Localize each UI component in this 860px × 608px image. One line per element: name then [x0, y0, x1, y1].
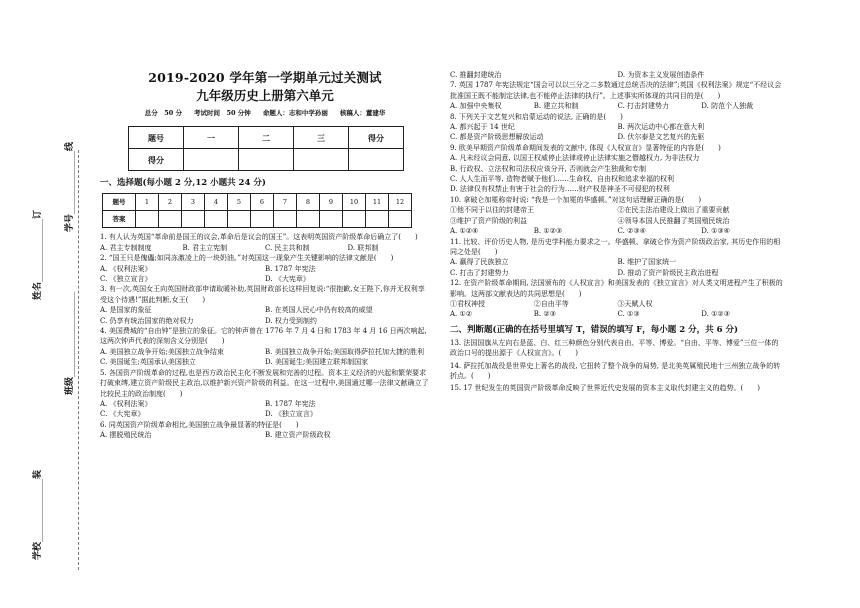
question-item: [100, 420, 430, 441]
question-item: [100, 326, 430, 368]
score-blank-cell[interactable]: [294, 149, 349, 171]
score-blank-cell[interactable]: [184, 149, 239, 171]
judge-questions: [450, 338, 785, 394]
score-header-cell: 一: [184, 127, 239, 149]
question-item: [450, 226, 785, 236]
answer-option[interactable]: ④领导本国人民推翻了英国殖民统治: [617, 216, 730, 225]
answer-option[interactable]: B. 维护了国家统一: [617, 258, 677, 267]
answer-option[interactable]: C. 《独立宣言》: [100, 275, 152, 284]
answer-option[interactable]: C. 《大宪章》: [100, 410, 145, 419]
school-label: 学校______________装: [33, 469, 43, 560]
question-stem: 5. 各国资产阶级革命的过程,也是西方政治民主化不断发展和完善的过程。资本主义经济的兴起和繁荣要求打破束缚,建立资产阶级民主政治,以维护新兴资产阶级的利益。在这一过程中,美国通过哪一法律文献确立了比较民主的政治制度( ): [100, 368, 429, 398]
answer-table: [102, 193, 412, 228]
answer-option[interactable]: ③天赋人权: [617, 299, 653, 308]
answer-blank-cell[interactable]: [366, 211, 389, 228]
meta-reviewer: 核稿人：董建华: [339, 109, 386, 117]
answer-option[interactable]: ①君权神授: [450, 299, 485, 308]
question-stem: 11. 比较、评价历史人物, 是历史学科能力要求之一。华盛顿、拿破仑作为资产阶级政治家, 其历史作用的相同之处是( ): [450, 237, 781, 256]
answer-option[interactable]: A. 赢得了民族独立: [450, 258, 509, 267]
answer-blank-cell[interactable]: [228, 211, 251, 228]
answer-option[interactable]: C. 美国诞生;英国承认美国独立: [100, 358, 196, 367]
answer-blank-cell[interactable]: [205, 211, 228, 228]
answer-header-cell: 9: [320, 194, 343, 211]
exam-title: 2019-2020 学年第一学期单元过关测试: [148, 70, 382, 85]
question-item: [450, 80, 785, 111]
answer-option[interactable]: A. 凡未经议会同意, 以国王权威停止法律或停止法律实施之僭越权力, 为非法权力: [450, 154, 700, 163]
answer-blank-cell[interactable]: [320, 211, 343, 228]
answer-option[interactable]: A. ①②: [450, 310, 473, 319]
answer-option[interactable]: B. 1787 年宪法: [265, 399, 316, 408]
answer-option[interactable]: D. 《独立宣言》: [265, 410, 317, 419]
question-item: [450, 143, 785, 195]
answer-option[interactable]: D. ①③④: [701, 227, 730, 236]
answer-option[interactable]: ①他不同于以往的封建帝王: [450, 206, 534, 215]
answer-blank-cell[interactable]: [251, 211, 274, 228]
meta-total: 总分 50 分: [144, 109, 182, 117]
score-header-cell: 三: [294, 127, 349, 149]
question-stem: 10. 拿破仑加冕称帝时说: “我是一个加冕的华盛顿。”对这句话理解正确的是( ): [450, 195, 702, 204]
right-questions: [450, 70, 785, 320]
question-item: [450, 195, 785, 226]
answer-blank-cell[interactable]: [136, 211, 159, 228]
answer-option[interactable]: D. 推动了资产阶级民主政治进程: [617, 268, 719, 277]
answer-option[interactable]: A. 摆脱殖民统治: [100, 431, 152, 440]
answer-option[interactable]: D. 法律仅有权禁止有害于社会的行为……财产权是神圣不可侵犯的权利: [450, 185, 670, 194]
score-header-cell: 题号: [129, 127, 184, 149]
meta-author: 命题人：志和中学孙丽: [262, 109, 328, 117]
answer-option[interactable]: B. 美国独立战争开始;美国取得萨拉托加大捷的胜利: [265, 347, 424, 356]
answer-header-cell: 7: [274, 194, 297, 211]
answer-option[interactable]: C. 民主共和制: [265, 243, 310, 252]
answer-header-cell: 3: [182, 194, 205, 211]
answer-option[interactable]: ②自由平等: [533, 299, 569, 308]
answer-option[interactable]: D. 为资本主义发展创造条件: [617, 71, 705, 79]
answer-option[interactable]: C. 仍享有统治国家的绝对权力: [100, 316, 194, 325]
section1-title: 一、选择题(每小题 2 分,12 小题共 24 分): [100, 178, 266, 189]
section2-title: 二、判断题(正确的在括号里填写 T，错误的填写 F，每小题 2 分，共 6 分): [450, 324, 738, 335]
answer-option[interactable]: ②在民主法治建设上做出了重要贡献: [617, 206, 730, 215]
answer-blank-cell[interactable]: [182, 211, 205, 228]
answer-option[interactable]: C. ①③: [617, 310, 640, 319]
answer-option[interactable]: D. 联邦制: [347, 243, 379, 252]
judge-item: 13. 法国国旗从左向右是蓝、白、红三种颜色分别代表自由、平等、博爱。“自由、平等、博爱”三位一体的政治口号的提出源于《人权宣言》。( ): [450, 338, 779, 358]
answer-option[interactable]: ③维护了资产阶级的利益: [450, 216, 527, 225]
question-item: [100, 368, 430, 420]
answer-option[interactable]: D. 权力受到制约: [265, 316, 317, 325]
answer-header-cell: 4: [205, 194, 228, 211]
answer-option[interactable]: C. 都是资产阶级思想解放运动: [450, 133, 544, 142]
question-item: [100, 232, 430, 253]
question-stem: 4. 美国费城的“自由钟”是独立的象征。它的钟声曾在 1776 年 7 月 4 日和 1783 年 4 月 16 日两次响起,这两次钟声代表的深刻含义分别是( ): [100, 327, 427, 346]
score-blank-cell[interactable]: [349, 149, 404, 171]
right-column: [450, 70, 785, 394]
question-stem: 1. 有人认为英国“革命前是国王的议会,革命后是议会的国王”。这表明英国资产阶级革命后确立了( ): [100, 233, 418, 242]
answer-option[interactable]: C. 人人生而平等, 造物者赋予他们……生命权、自由权和追求幸福的权利: [450, 175, 675, 184]
question-stem: 2. “国王只是傀儡;如同冻激凌上的一块奶油。”对英国这一现象产生关键影响的法律文献是( ): [100, 254, 394, 263]
question-item: [450, 237, 785, 279]
question-item: [100, 284, 430, 326]
answer-header-cell: 6: [251, 194, 274, 211]
answer-option[interactable]: B. 建立共和制: [533, 102, 579, 111]
student-no-label: 学号______________线: [65, 141, 75, 232]
answer-option[interactable]: A. 是国家的象征: [100, 306, 152, 315]
answer-option[interactable]: B. ②③: [533, 310, 556, 319]
question-item: [450, 112, 785, 143]
answer-blank-cell[interactable]: [389, 211, 412, 228]
answer-option[interactable]: D. 伏尔泰是文艺复兴的先驱: [617, 133, 705, 142]
question-item: [450, 278, 785, 309]
answer-row-label: 答案: [103, 211, 136, 228]
answer-blank-cell[interactable]: [159, 211, 182, 228]
answer-option[interactable]: D. 防范个人独裁: [701, 102, 754, 111]
answer-header-cell: 2: [159, 194, 182, 211]
answer-option[interactable]: B. 在英国人民心中仍有较高的威望: [265, 306, 373, 315]
question-item: [450, 309, 785, 319]
answer-option[interactable]: A. 美国独立战争开始;美国独立战争结束: [100, 347, 224, 356]
answer-option[interactable]: B. 1787 年宪法: [265, 264, 316, 273]
score-row-label: 得分: [129, 149, 184, 171]
answer-option[interactable]: A. 《权利法案》: [100, 264, 152, 273]
meta-time: 考试时间 50 分钟: [194, 109, 251, 117]
answer-header-cell: 11: [366, 194, 389, 211]
answer-header-cell: 8: [297, 194, 320, 211]
question-stem: 3. 有一次,英国女王向英国财政部申请取暖补助,英国财政部长这样回复说:“很抱歉,女王陛下,你并无权利享受这个待遇!”据此判断,女王( ): [100, 285, 425, 304]
question-stem: 7. 英国 1787 年宪法规定“国会可以以三分之二多数通过总统否决的法律”;英国《权利法案》规定“不经议会批准国王既不能制定法律,也不能停止法律的执行”。上述事实所体现的共同目的是( ): [450, 81, 782, 100]
score-header-cell: 二: [239, 127, 294, 149]
score-table: [128, 126, 404, 171]
answer-option[interactable]: B. 君主立宪制: [182, 243, 228, 252]
question-stem: 9. 欧美早期资产阶级革命期间发表的文献中, 体现《人权宣言》显著特征的内容是( ): [450, 143, 721, 152]
answer-option[interactable]: D. 《大宪章》: [265, 275, 310, 284]
binding-dashed-line: [78, 150, 79, 570]
score-blank-cell[interactable]: [239, 149, 294, 171]
answer-header-cell: 题号: [103, 194, 136, 211]
left-column: [100, 70, 430, 441]
question-stem: 8. 下列关于文艺复兴和启蒙运动的说法, 正确的是( ): [450, 112, 623, 121]
question-stem: 6. 同英国资产阶级革命相比,美国独立战争最显著的特征是( ): [100, 420, 299, 429]
question-stem: 12. 在资产阶级革命期间, 法国颁布的《人权宣言》和美国发表的《独立宣言》对人类文明进程产生了积极的影响。这两部文献表达的共同思想是( ): [450, 279, 783, 298]
answer-option[interactable]: A. 加强中央集权: [450, 102, 502, 111]
answer-option[interactable]: B. 两次运动中心都在意大利: [617, 123, 705, 132]
answer-option[interactable]: C. 推翻封建统治: [450, 71, 502, 79]
answer-header-cell: 12: [389, 194, 412, 211]
answer-header-cell: 1: [136, 194, 159, 211]
left-questions: [100, 232, 430, 440]
exam-meta: [100, 108, 430, 118]
answer-option[interactable]: C. 打击了封建势力: [450, 268, 509, 277]
answer-option[interactable]: A. 都兴起于 14 世纪: [450, 123, 515, 132]
judge-item: 15. 17 世纪发生的英国资产阶级革命反映了世界近代史发展的资本主义取代封建主义的趋势。( ): [450, 384, 760, 393]
answer-option[interactable]: C. ②③④: [617, 227, 646, 236]
score-header-cell: 得分: [349, 127, 404, 149]
class-label: 班级___________________: [65, 291, 75, 395]
answer-option[interactable]: D. 美国诞生;美国建立联邦制国家: [265, 358, 369, 367]
answer-header-cell: 10: [343, 194, 366, 211]
answer-option[interactable]: A. 《权利法案》: [100, 399, 152, 408]
answer-option[interactable]: B. ①②③: [533, 227, 563, 236]
answer-blank-cell[interactable]: [343, 211, 366, 228]
answer-blank-cell[interactable]: [297, 211, 320, 228]
question-item: [100, 253, 430, 284]
question-item: [450, 70, 785, 80]
answer-option[interactable]: C. 打击封建势力: [617, 102, 670, 111]
answer-option[interactable]: A. 君主专制制度: [100, 243, 152, 252]
judge-item: 14. 萨拉托加战役是世界史上著名的战役, 它扭转了整个战争的局势, 是北美英属殖民地十三州独立战争的转折点。( ): [450, 361, 781, 380]
binding-margin: [0, 0, 100, 608]
answer-option[interactable]: D. ①②③: [701, 310, 730, 319]
answer-option[interactable]: B. 建立资产阶级政权: [265, 431, 331, 440]
answer-header-cell: 5: [228, 194, 251, 211]
exam-subtitle: 九年级历史上册第六单元: [196, 88, 334, 103]
name-label: 姓名______________订: [33, 209, 43, 300]
answer-option[interactable]: B. 行政权、立法权和司法权应该分开, 否则就会产生独裁和专制: [450, 164, 647, 173]
answer-option[interactable]: A. ①②④: [450, 227, 479, 236]
answer-blank-cell[interactable]: [274, 211, 297, 228]
